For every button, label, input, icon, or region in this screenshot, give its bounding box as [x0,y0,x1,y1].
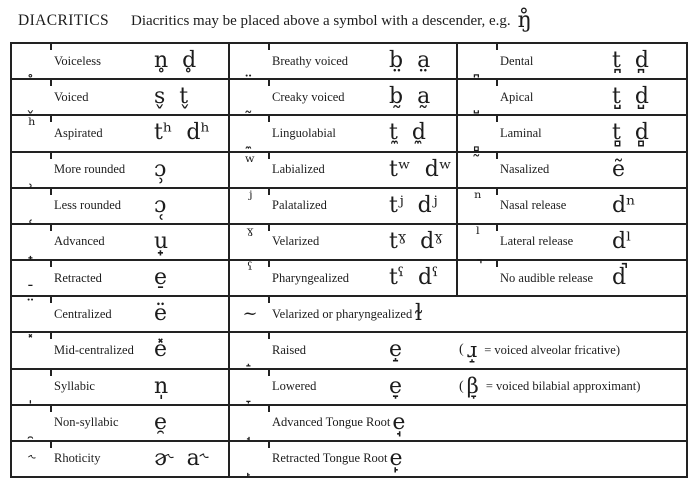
diacritic-entry [228,116,456,150]
diacritic-examples [387,267,438,289]
example-symbol: dʲ [417,192,438,218]
diacritic-mark-glyph: ̽ [29,332,35,354]
diacritic-entry [456,189,686,223]
table-row [12,44,686,80]
example-symbol: b̤ [389,48,404,74]
table-row [12,153,686,189]
diacritic-examples [152,409,168,435]
note-open-paren: ( [459,378,464,394]
table-row [12,406,686,442]
example-symbol: e̯ [154,409,168,435]
diacritic-entry [12,297,228,331]
example-symbol: t̻ [612,120,621,146]
example-symbol: tʰ [154,120,173,146]
example-symbol: d̪ [634,48,649,74]
table-row [12,80,686,116]
diacritic-examples [152,192,167,218]
diacritic-entry [12,406,228,440]
example-symbol: n̥ [154,48,169,74]
diacritic-entry [12,333,228,367]
diacritic-entry [228,261,456,295]
diacritic-examples [387,156,452,182]
page-header [18,6,532,31]
diacritic-label: Mid-centralized [54,342,134,357]
diacritic-examples [610,86,649,108]
diacritic-examples [152,445,209,471]
diacritic-entry [456,44,686,78]
example-symbol: dʰ [186,120,210,146]
diacritic-mark [458,225,498,259]
diacritic-entry [12,80,228,114]
diacritic-mark-glyph: ̪ [475,57,481,79]
table-row [12,370,686,406]
diacritic-mark [458,153,498,187]
diacritic-label: More rounded [54,162,126,177]
diacritic-mark-glyph: ̼ [247,129,253,151]
diacritic-mark-glyph: ̞ [247,382,253,404]
example-symbol: t̼ [389,120,398,146]
diacritic-label: Advanced [54,234,105,249]
example-symbol: d̻ [634,120,649,146]
diacritic-mark-glyph: ̯ [29,418,35,440]
example-symbol: tʷ [389,156,411,182]
note-symbol: ɹ̝ [466,337,478,362]
example-symbol: t̺ [612,84,621,110]
example-symbol: e̘ [392,409,406,435]
diacritic-examples [152,339,167,361]
diacritic-mark-glyph: ̚ [475,260,481,282]
table-row [12,261,686,297]
diacritic-label: Nasalized [500,162,550,177]
diacritic-mark-glyph: ˡ [475,223,481,245]
diacritic-label: Apical [500,89,534,104]
example-symbol: dˤ [418,265,439,291]
diacritics-table [10,42,688,478]
note-text: = voiced bilabial approximant) [485,379,641,394]
diacritic-label: Retracted [54,270,102,285]
example-symbol: d̥ [182,48,197,74]
diacritic-mark-glyph: ̟ [29,237,35,259]
diacritic-mark [230,261,270,295]
example-symbol: b̰ [389,84,404,110]
diacritic-mark-glyph: ˠ [246,223,254,245]
diacritic-examples [388,445,460,471]
diacritic-label: Breathy voiced [272,53,349,68]
diacritic-entry [456,80,686,114]
example-symbol: ẽ [612,156,626,182]
diacritic-examples [152,228,169,254]
diacritic-mark [12,442,52,476]
diacritic-mark [12,370,52,404]
diacritic-label: Nasal release [500,198,567,213]
diacritic-mark-glyph: ̃ [475,151,481,173]
diacritic-mark-glyph: ̩ [29,382,35,404]
diacritic-mark [12,44,52,78]
diacritic-label: Lowered [272,379,317,394]
diacritic-mark [230,116,270,150]
diacritic-mark-glyph: ˤ [247,260,253,282]
diacritic-entry [228,406,686,440]
diacritic-label: Advanced Tongue Root [272,415,391,430]
example-symbol: e̝ [389,337,403,363]
example-symbol: ɚ [154,445,173,471]
diacritic-mark [230,297,270,331]
example-symbol: d̚ [612,265,627,291]
diacritic-mark-glyph: ̹ [29,165,35,187]
note-open-paren: ( [459,342,464,358]
diacritic-entry [228,297,686,331]
diacritic-examples [387,50,430,72]
diacritic-examples [387,228,443,254]
diacritic-label: No audible release [500,270,594,285]
table-row [12,333,686,369]
diacritic-entry [12,153,228,187]
diacritic-label: Aspirated [54,125,103,140]
example-symbol: n̩ [154,373,169,399]
diacritic-mark [12,225,52,259]
diacritic-mark-glyph: ʷ [244,151,256,173]
diacritic-mark-glyph: ̜ [29,201,35,223]
diacritic-examples [387,122,426,144]
example-symbol: tˠ [389,228,407,254]
diacritic-mark [458,189,498,223]
diacritic-entry [456,153,686,187]
example-symbol: t̬ [179,84,189,110]
diacritic-entry [228,333,686,367]
diacritic-examples [610,192,636,218]
note-text: = voiced alveolar fricative) [484,342,621,357]
diacritic-examples [152,156,167,182]
diacritic-mark [12,333,52,367]
diacritic-mark [12,116,52,150]
example-symbol: s̬ [154,84,166,110]
page-title: DIACRITICS [18,12,109,29]
note-symbol: β̞ [466,374,479,399]
example-symbol: dˡ [612,228,632,254]
diacritic-mark [230,80,270,114]
diacritic-label: Non-syllabic [54,415,119,430]
diacritic-mark-glyph: ʰ [28,115,36,137]
example-symbol: e̞ [389,373,403,399]
table-row [12,442,686,476]
example-symbol: tˤ [389,265,405,291]
example-symbol: tʲ [389,192,404,218]
diacritic-mark [12,261,52,295]
diacritic-mark [230,44,270,78]
diacritic-mark-glyph: ̺ [475,93,481,115]
diacritic-label: Voiced [54,89,89,104]
table-row [12,116,686,152]
diacritic-entry [228,153,456,187]
diacritic-examples [610,228,632,254]
diacritic-examples [152,267,167,289]
diacritic-mark-glyph: ̈ [29,296,35,318]
diacritic-entry [456,261,686,295]
diacritic-entry [456,116,686,150]
example-symbol: dˠ [420,228,443,254]
table-row [12,297,686,333]
diacritic-label: Retracted Tongue Root [272,451,388,466]
example-symbol: ɔ̹ [154,156,167,182]
example-symbol: d̼ [411,120,426,146]
diacritic-label: Centralized [54,306,112,321]
diacritic-mark [458,44,498,78]
diacritic-entry [12,225,228,259]
diacritic-mark [230,370,270,404]
diacritic-mark [458,80,498,114]
diacritic-mark [12,189,52,223]
diacritic-mark [230,189,270,223]
diacritic-mark [12,297,52,331]
example-symbol: a˞ [186,445,209,471]
table-row [12,225,686,261]
diacritic-mark [458,261,498,295]
diacritic-mark [12,80,52,114]
diacritic-entry [12,442,228,476]
diacritic-label: Dental [500,53,534,68]
diacritic-mark-glyph: ̬ [29,93,35,115]
diacritic-note [459,376,640,397]
example-symbol: a̤ [417,48,431,74]
example-symbol: e̽ [154,337,168,363]
diacritic-mark-glyph: ̙ [247,454,253,476]
diacritic-examples [152,50,196,72]
diacritic-mark-glyph: ̠ [29,267,35,289]
example-symbol: d̺ [634,84,649,110]
example-symbol: u̟ [154,228,169,254]
diacritic-label: Creaky voiced [272,89,345,104]
diacritic-label: Less rounded [54,198,121,213]
diacritic-label: Rhoticity [54,451,101,466]
diacritic-label: Palatalized [272,198,327,213]
diacritic-label: Raised [272,342,307,357]
diacritic-mark [12,153,52,187]
diacritic-mark-glyph: ̻ [475,129,481,151]
diacritic-mark-glyph: ʲ [247,187,253,209]
diacritic-examples [610,156,626,182]
diacritic-examples [610,267,626,289]
diacritic-entry [228,370,686,404]
diacritic-entry [12,261,228,295]
diacritic-entry [456,225,686,259]
table-row [12,189,686,225]
diacritic-entry [228,189,456,223]
diacritic-entry [228,442,686,476]
header-example-symbol: ŋ̊ [517,8,532,33]
diacritic-mark-glyph: ̰ [247,93,253,115]
diacritic-mark-glyph: ̥ [29,57,35,79]
diacritic-entry [12,116,228,150]
diacritic-mark [230,153,270,187]
diacritic-entry [228,225,456,259]
diacritic-mark [230,225,270,259]
diacritic-mark-glyph: ̘ [247,418,253,440]
diacritic-label: Velarized [272,234,320,249]
diacritic-mark [230,333,270,367]
diacritic-entry [228,44,456,78]
diacritic-label: Velarized or pharyngealized [272,306,413,321]
diacritic-mark [230,442,270,476]
diacritic-mark-glyph: ⁿ [474,187,482,209]
diacritic-examples [610,50,649,72]
diacritic-mark-glyph: ˞ [28,447,36,469]
diacritic-examples [387,192,438,218]
diacritic-label: Labialized [272,162,325,177]
diacritic-examples [152,86,188,108]
diacritic-label: Laminal [500,125,542,140]
diacritic-entry [12,44,228,78]
header-note: Diacritics may be placed above a symbol with a descender, e.g. [130,13,511,29]
diacritic-examples [610,122,649,144]
diacritic-examples [412,303,484,325]
diacritic-label: Pharyngealized [272,270,350,285]
example-symbol: ë [154,301,168,327]
diacritic-mark [230,406,270,440]
diacritic-examples [152,303,167,325]
diacritic-mark [12,406,52,440]
diacritic-label: Syllabic [54,379,95,394]
diacritic-note [459,337,621,362]
diacritic-mark-glyph: ̤ [247,57,253,79]
diacritic-label: Linguolabial [272,125,336,140]
example-symbol: dⁿ [612,192,636,218]
diacritic-mark-glyph: ~ [242,303,258,325]
example-symbol: ɫ [414,301,423,327]
diacritic-label: Lateral release [500,234,574,249]
example-symbol: dʷ [424,156,452,182]
diacritic-examples [387,339,459,361]
diacritic-entry [12,189,228,223]
diacritic-entry [228,80,456,114]
diacritic-examples [387,86,430,108]
example-symbol: e̠ [154,265,168,291]
diacritic-label: Voiceless [54,53,101,68]
diacritic-examples [152,373,169,399]
example-symbol: a̰ [417,84,431,110]
diacritic-examples [390,409,462,435]
diacritic-examples [387,373,459,399]
diacritic-mark-glyph: ̝ [247,346,253,368]
diacritic-entry [12,370,228,404]
example-symbol: ɔ̜ [154,192,167,218]
diacritic-examples [152,122,210,144]
diacritic-mark [458,116,498,150]
example-symbol: t̪ [612,48,621,74]
example-symbol: e̙ [389,445,403,471]
